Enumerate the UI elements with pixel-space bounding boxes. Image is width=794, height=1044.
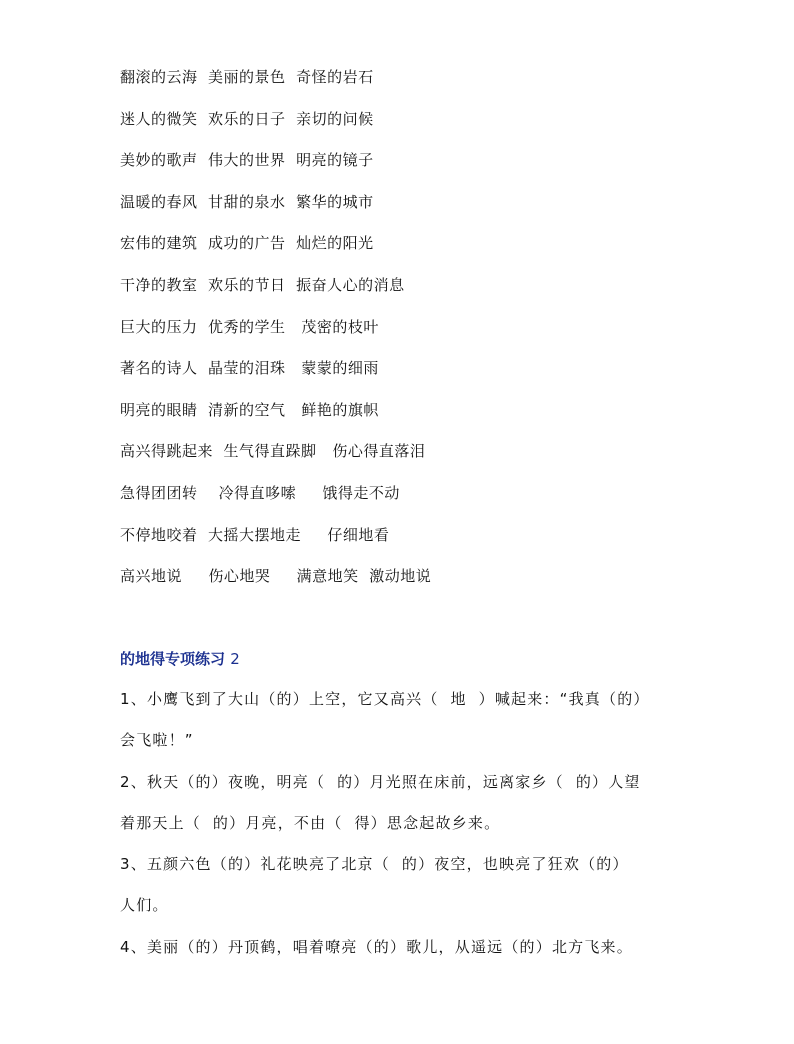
phrase-line: 干净的教室 欢乐的节日 振奋人心的消息 (120, 275, 405, 294)
phrase-line: 急得团团转 冷得直哆嗦 饿得走不动 (120, 483, 400, 502)
exercise-line: 2、秋天（的）夜晚，明亮（ 的）月光照在床前，远离家乡（ 的）人望 (120, 772, 641, 791)
phrase-line: 翻滚的云海 美丽的景色 奇怪的岩石 (120, 68, 374, 86)
exercise-line: 会飞啦！” (120, 731, 194, 750)
phrase-line: 著名的诗人 晶莹的泪珠 蒙蒙的细雨 (120, 359, 379, 378)
phrase-line: 明亮的眼睛 清新的空气 鲜艳的旗帜 (120, 400, 379, 419)
exercise-list (120, 688, 680, 977)
phrase-list (120, 66, 740, 607)
phrase-line: 巨大的压力 优秀的学生 茂密的枝叶 (120, 317, 379, 336)
exercise-line: 4、美丽（的）丹顶鹤，唱着嘹亮（的）歌儿，从遥远（的）北方飞来。 (120, 937, 633, 956)
phrase-line: 美妙的歌声 伟大的世界 明亮的镜子 (120, 151, 374, 170)
section-heading (120, 648, 240, 670)
phrase-line: 宏伟的建筑 成功的广告 灿烂的阳光 (120, 234, 374, 253)
section-title: 的地得专项练习 (120, 650, 226, 668)
exercise-line: 3、五颜六色（的）礼花映亮了北京（ 的）夜空，也映亮了狂欢（的） (120, 855, 629, 874)
section-number: 2 (230, 650, 240, 668)
exercise-line: 1、小鹰飞到了大山（的）上空，它又高兴（ 地 ）喊起来：“我真（的） (120, 690, 650, 708)
phrase-line: 高兴地说 伤心地哭 满意地笑 激动地说 (120, 567, 432, 586)
phrase-line: 迷人的微笑 欢乐的日子 亲切的问候 (120, 109, 374, 128)
exercise-line: 着那天上（ 的）月亮，不由（ 得）思念起故乡来。 (120, 813, 501, 832)
phrase-line: 高兴得跳起来 生气得直跺脚 伤心得直落泪 (120, 442, 426, 461)
exercise-line: 人们。 (120, 896, 169, 915)
phrase-line: 温暖的春风 甘甜的泉水 繁华的城市 (120, 192, 374, 211)
phrase-line: 不停地咬着 大摇大摆地走 仔细地看 (120, 525, 390, 544)
